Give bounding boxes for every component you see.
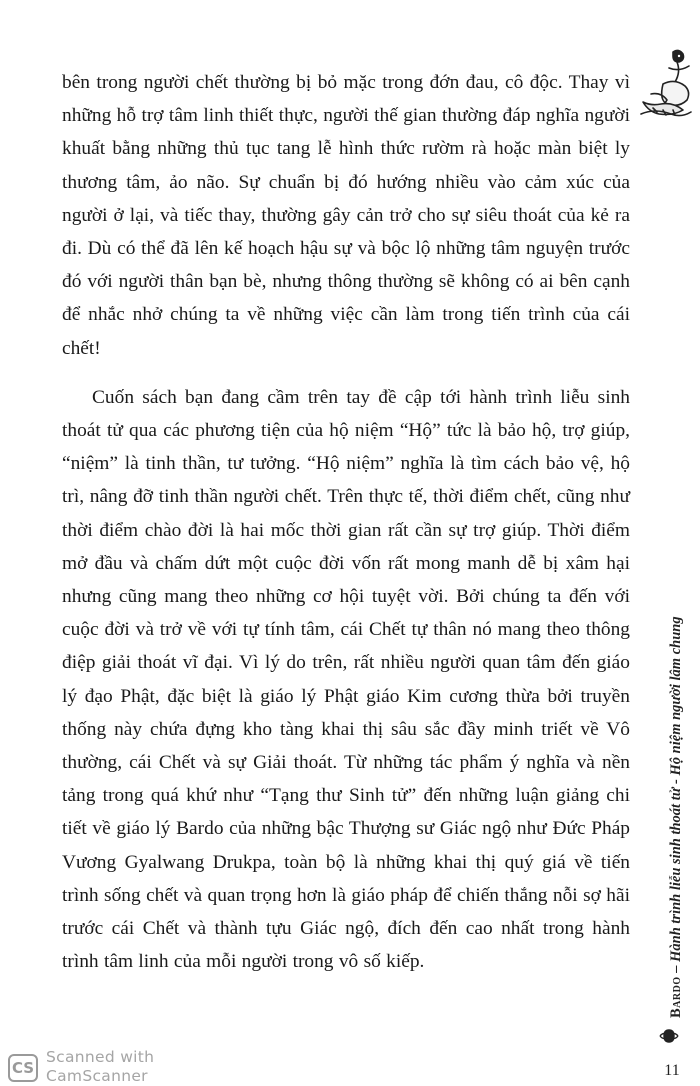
running-head-subtitle: Hành trình liễu sinh thoát tử - Hộ niệm người lâm chung — [668, 616, 684, 962]
running-head-book-name: Bardo — [668, 976, 684, 1018]
watermark-line-2: CamScanner — [46, 1067, 148, 1085]
watermark-line-1: Scanned with — [46, 1048, 155, 1066]
watermark-text — [46, 1048, 154, 1086]
camscanner-logo-icon: CS — [8, 1054, 38, 1082]
endless-knot-icon — [658, 1028, 680, 1044]
running-head-separator: – — [668, 961, 684, 977]
running-head — [668, 616, 685, 1018]
camscanner-watermark — [0, 1048, 260, 1086]
dakini-figure-icon — [633, 44, 697, 120]
paragraph-1: bên trong người chết thường bị bỏ mặc trong đớn đau, cô độc. Thay vì những hỗ trợ tâm linh thiết thực, người thế gian thường đáp nghĩa người khuất bằng những thủ tục tang lễ hình thức rườm rà hoặc màn biệt ly thương tâm, ảo não. Sự chuẩn bị đó hướng nhiều vào cảm xúc của người ở lại, và tiếc thay, thường gây cản trở cho sự siêu thoát của kẻ ra đi. Dù có thể đã lên kế hoạch hậu sự và bộc lộ những tâm nguyện trước đó với người thân bạn bè, nhưng thông thường sẽ không có ai bên cạnh để nhắc nhở chúng ta về những việc cần làm trong tiến trình của cái chết! — [62, 72, 630, 359]
paragraph-2: Cuốn sách bạn đang cầm trên tay đề cập tới hành trình liễu sinh thoát tử qua các phương tiện của hộ niệm “Hộ” tức là bảo hộ, trợ giúp, “niệm” là tinh thần, tư tưởng. “Hộ niệm” nghĩa là tìm cách bảo vệ, hộ trì, nâng đỡ tinh thần người chết. Trên thực tế, thời điểm chết, cũng như thời điểm chào đời là hai mốc thời gian rất cần sự trợ giúp. Thời điểm mở đầu và chấm dứt một cuộc đời vốn rất mong manh dễ bị xâm hại nhưng cũng mang theo những cơ hội tuyệt vời. Bởi chúng ta đến với cuộc đời và trở về với tự tính tâm, cái Chết tự thân nó mang theo thông điệp giải thoát vĩ đại. Vì lý do trên, rất nhiều người quan tâm đến giáo lý đạo Phật, đặc biệt là giáo lý Phật giáo Kim cương thừa bởi truyền thống này chứa đựng kho tàng khai thị sâu sắc đầy minh triết về Vô thường, cái Chết và sự Giải thoát. Từ những tác phẩm ý nghĩa và nền tảng trong quá khứ như “Tạng thư Sinh tử” đến những luận giảng chi tiết về giáo lý Bardo của những bậc Thượng sư Giác ngộ như Đức Pháp Vương Gyalwang Drukpa, toàn bộ là những khai thị quý giá về tiến trình sống chết và quan trọng hơn là giáo pháp để chiến thắng nỗi sợ hãi trước cái Chết và thành tựu Giác ngộ, đích đến cao nhất trong hành trình tâm linh của mỗi người trong vô số kiếp. — [62, 386, 630, 973]
body-text — [62, 66, 630, 978]
page-number: 11 — [664, 1062, 680, 1079]
